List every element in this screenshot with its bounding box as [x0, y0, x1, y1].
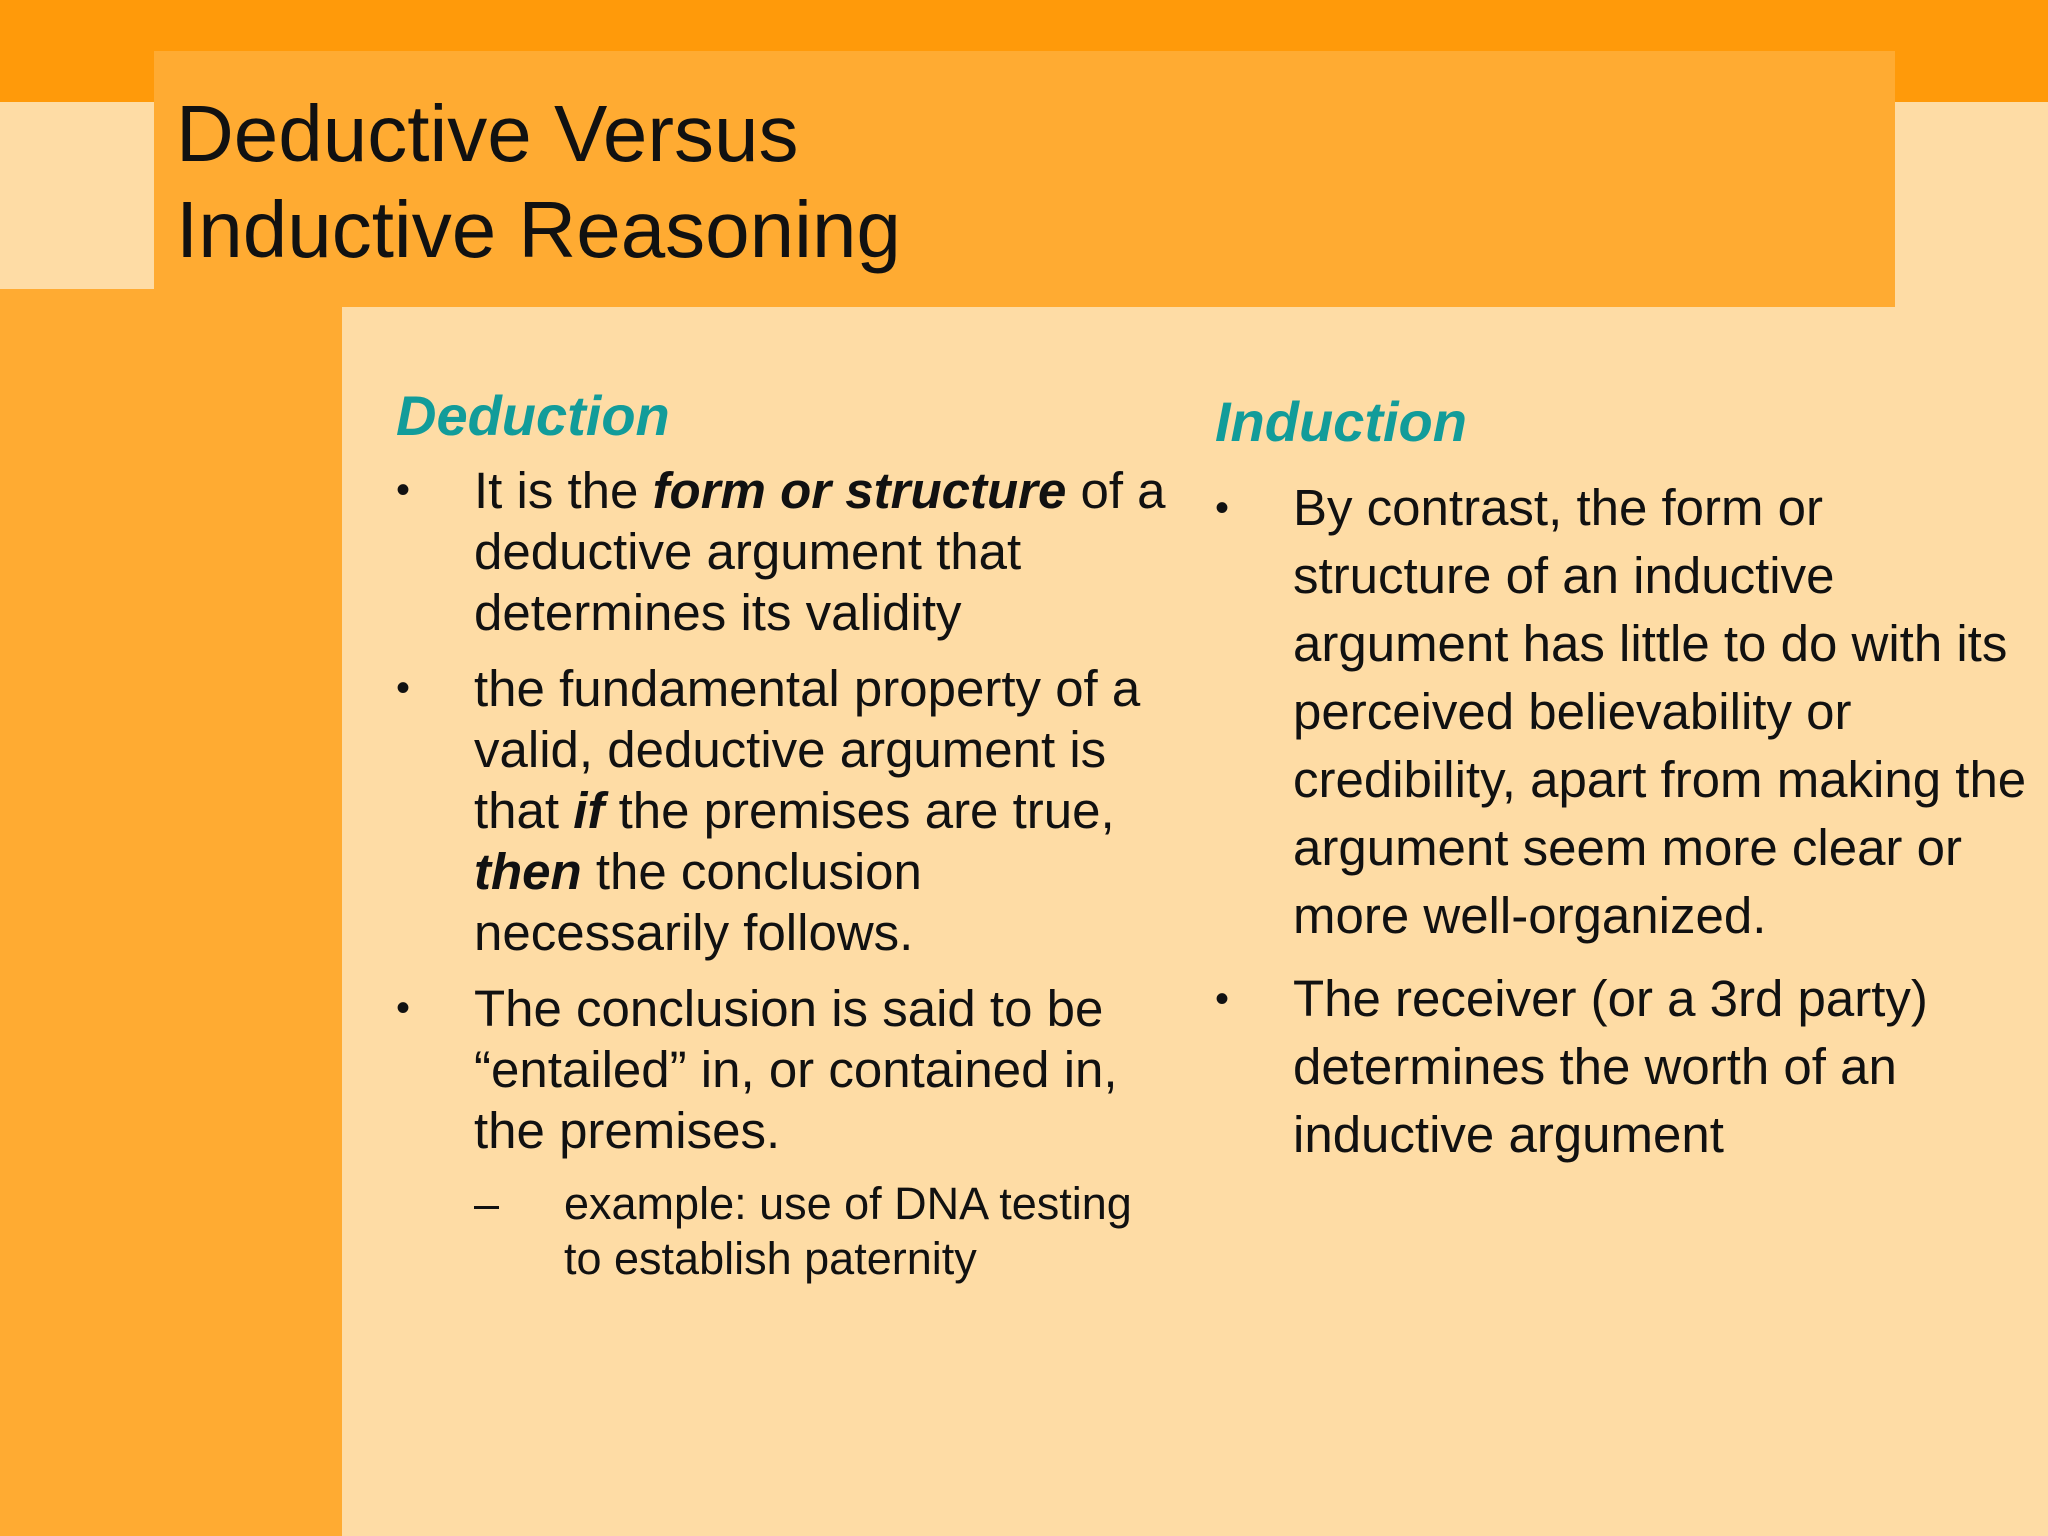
deduction-bullet-2: • the fundamental property of a valid, deductive argument is that if the premises are true, then the conclusion necessarily follows.: [396, 660, 1141, 961]
title-line-2: Inductive Reasoning: [176, 185, 901, 274]
deduction-bullet-3: • The conclusion is said to be “entailed” in, or contained in, the premises.: [396, 980, 1118, 1159]
emphasis-if: if: [573, 782, 605, 839]
title-line-1: Deductive Versus: [176, 89, 799, 178]
induction-bullet-2: • The receiver (or a 3rd party) determines the worth of an inductive argument: [1215, 965, 2035, 1169]
deduction-list: [396, 460, 1176, 1286]
bullet-icon: •: [1215, 486, 1230, 530]
deduction-heading: Deduction: [396, 384, 670, 447]
bullet-icon: •: [396, 666, 411, 710]
left-band: [0, 289, 342, 1536]
emphasis-form-or-structure: form or structure: [652, 462, 1067, 519]
bullet-icon: •: [396, 986, 411, 1030]
emphasis-then: then: [474, 843, 582, 900]
bullet-icon: •: [1215, 977, 1230, 1021]
induction-bullet-1: • By contrast, the form or structure of an inductive argument has little to do with its perceived believability or credibility, apart from making the argument seem more clear or more well-organized.: [1215, 474, 2035, 950]
induction-heading: Induction: [1215, 390, 1467, 453]
dash-icon: –: [474, 1178, 500, 1229]
left-light-panel: [0, 102, 154, 289]
induction-list: [1215, 474, 2035, 1184]
deduction-bullet-1: • It is the form or structure of a deductive argument that determines its validity: [396, 462, 1166, 641]
slide-title: [176, 86, 1476, 278]
bullet-icon: •: [396, 468, 411, 512]
deduction-sub-bullet: – example: use of DNA testing to establish paternity: [474, 1178, 1132, 1284]
